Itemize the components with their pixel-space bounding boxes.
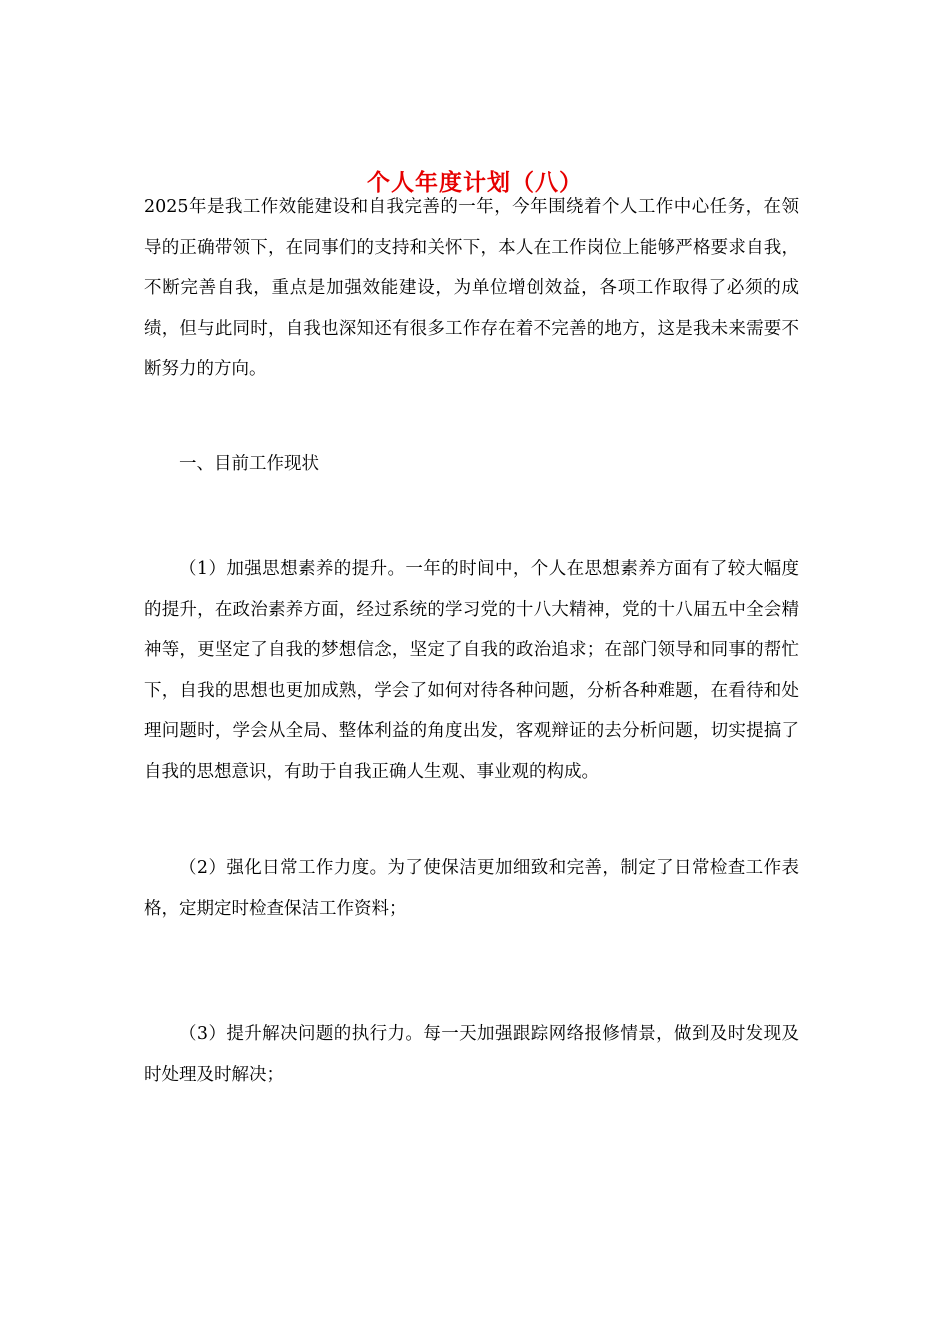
list-item: （1）加强思想素养的提升。一年的时间中，个人在思想素养方面有了较大幅度的提升，在政治素养方面，经过系统的学习党的十八大精神，党的十八届五中全会精神等，更坚定了自我的梦想信念，坚定了自我的政治追求；在部门领导和同事的帮忙下，自我的思想也更加成熟，学会了如何对待各种问题，分析各种难题，在看待和处理问题时，学会从全局、整体利益的角度出发，客观辩证的去分析问题，切实提搞了自我的思想意识，有助于自我正确人生观、事业观的构成。 [144,559,799,782]
list-item: （2）强化日常工作力度。为了使保洁更加细致和完善，制定了日常检查工作表格，定期定时检查保洁工作资料； [144,858,799,919]
list-item: （3）提升解决问题的执行力。每一天加强跟踪网络报修情景，做到及时发现及时处理及时解决； [144,1024,799,1085]
document-title: 个人年度计划（八） [367,169,583,197]
section-heading: 一、目前工作现状 [179,454,319,474]
intro-paragraph: 2025年是我工作效能建设和自我完善的一年，今年围绕着个人工作中心任务，在领导的正确带领下，在同事们的支持和关怀下，本人在工作岗位上能够严格要求自我，不断完善自我，重点是加强效能建设，为单位增创效益，各项工作取得了必须的成绩，但与此同时，自我也深知还有很多工作存在着不完善的地方，这是我未来需要不断努力的方向。 [144,197,799,379]
